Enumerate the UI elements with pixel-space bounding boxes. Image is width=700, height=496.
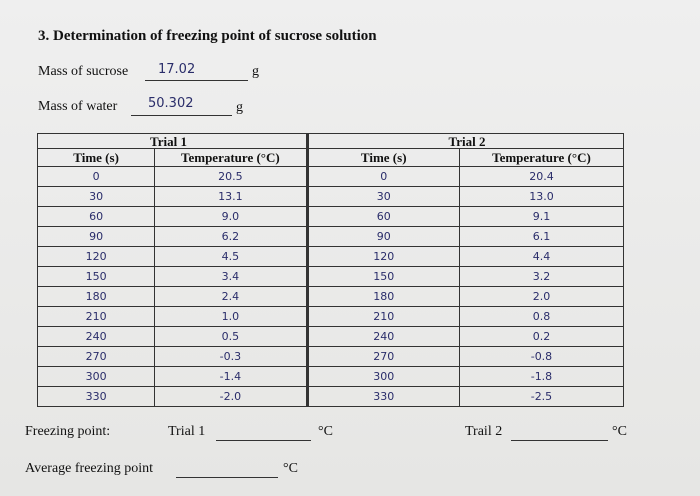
trial1-temp-cell: 3.4 bbox=[155, 267, 307, 287]
table-row bbox=[38, 187, 624, 207]
trial1-time-cell: 330 bbox=[38, 387, 155, 407]
trial2-temp-cell: 9.1 bbox=[459, 207, 623, 227]
trial2-temp-header: Temperature (°C) bbox=[459, 149, 623, 167]
trial1-temp-cell: 9.0 bbox=[155, 207, 307, 227]
trial2-time-cell: 0 bbox=[307, 167, 459, 187]
trial1-header: Trial 1 bbox=[38, 134, 308, 149]
mass-water-line bbox=[131, 115, 232, 116]
freezing-trial2-label: Trail 2 bbox=[465, 424, 503, 439]
trial1-temp-cell: 1.0 bbox=[155, 307, 307, 327]
trial1-temp-cell: 13.1 bbox=[155, 187, 307, 207]
trial2-time-cell: 300 bbox=[307, 367, 459, 387]
average-label: Average freezing point bbox=[25, 461, 154, 476]
trial1-temp-cell: 0.5 bbox=[155, 327, 307, 347]
trial2-time-header: Time (s) bbox=[307, 149, 459, 167]
mass-water-label: Mass of water bbox=[38, 99, 118, 114]
trial2-time-cell: 60 bbox=[307, 207, 459, 227]
trial2-temp-cell: 2.0 bbox=[459, 287, 623, 307]
trial2-temp-cell: -1.8 bbox=[459, 367, 623, 387]
mass-sucrose-label: Mass of sucrose bbox=[38, 64, 129, 79]
trial2-time-cell: 240 bbox=[307, 327, 459, 347]
data-table bbox=[37, 133, 624, 407]
table-row bbox=[38, 207, 624, 227]
mass-water-value: 50.302 bbox=[148, 96, 194, 111]
trial2-header: Trial 2 bbox=[307, 134, 623, 149]
trial2-temp-cell: 0.8 bbox=[459, 307, 623, 327]
freezing-trial2-unit: °C bbox=[612, 424, 627, 439]
table-row bbox=[38, 327, 624, 347]
table-row bbox=[38, 247, 624, 267]
trial1-temp-cell: 20.5 bbox=[155, 167, 307, 187]
trial1-time-cell: 90 bbox=[38, 227, 155, 247]
trial1-time-cell: 30 bbox=[38, 187, 155, 207]
mass-sucrose-unit: g bbox=[252, 64, 259, 79]
table-row bbox=[38, 227, 624, 247]
trial2-temp-cell: 20.4 bbox=[459, 167, 623, 187]
trial2-temp-cell: 0.2 bbox=[459, 327, 623, 347]
trial1-temp-cell: 2.4 bbox=[155, 287, 307, 307]
section-title: 3. Determination of freezing point of sucrose solution bbox=[38, 28, 377, 44]
trial2-temp-cell: 6.1 bbox=[459, 227, 623, 247]
freezing-trial2-line bbox=[511, 440, 608, 441]
trial1-temp-cell: -0.3 bbox=[155, 347, 307, 367]
trial1-time-cell: 0 bbox=[38, 167, 155, 187]
trial2-temp-cell: -2.5 bbox=[459, 387, 623, 407]
trial1-time-header: Time (s) bbox=[38, 149, 155, 167]
trial1-time-cell: 210 bbox=[38, 307, 155, 327]
trial1-temp-cell: -1.4 bbox=[155, 367, 307, 387]
freezing-trial1-unit: °C bbox=[318, 424, 333, 439]
freezing-point-label: Freezing point: bbox=[25, 424, 111, 439]
trial1-time-cell: 150 bbox=[38, 267, 155, 287]
trial1-time-cell: 270 bbox=[38, 347, 155, 367]
table-row bbox=[38, 267, 624, 287]
mass-sucrose-value: 17.02 bbox=[158, 62, 196, 77]
trial1-time-cell: 180 bbox=[38, 287, 155, 307]
freezing-trial1-line bbox=[216, 440, 311, 441]
trial2-temp-cell: 3.2 bbox=[459, 267, 623, 287]
trial1-temp-cell: 6.2 bbox=[155, 227, 307, 247]
trial1-temp-cell: -2.0 bbox=[155, 387, 307, 407]
trial2-temp-cell: -0.8 bbox=[459, 347, 623, 367]
mass-water-unit: g bbox=[236, 100, 243, 115]
mass-sucrose-line bbox=[145, 80, 248, 81]
trial1-temp-header: Temperature (°C) bbox=[155, 149, 307, 167]
trial1-time-cell: 240 bbox=[38, 327, 155, 347]
trial1-time-cell: 120 bbox=[38, 247, 155, 267]
table-row bbox=[38, 287, 624, 307]
table-row bbox=[38, 367, 624, 387]
table-row bbox=[38, 387, 624, 407]
trial1-time-cell: 60 bbox=[38, 207, 155, 227]
average-line bbox=[176, 477, 278, 478]
trial2-time-cell: 90 bbox=[307, 227, 459, 247]
table-row bbox=[38, 347, 624, 367]
trial2-time-cell: 120 bbox=[307, 247, 459, 267]
trial2-time-cell: 210 bbox=[307, 307, 459, 327]
trial2-time-cell: 30 bbox=[307, 187, 459, 207]
table-row bbox=[38, 307, 624, 327]
freezing-trial1-label: Trial 1 bbox=[168, 424, 206, 439]
trial2-time-cell: 330 bbox=[307, 387, 459, 407]
table-row bbox=[38, 167, 624, 187]
trial2-time-cell: 150 bbox=[307, 267, 459, 287]
trial1-temp-cell: 4.5 bbox=[155, 247, 307, 267]
trial2-time-cell: 180 bbox=[307, 287, 459, 307]
average-unit: °C bbox=[283, 461, 298, 476]
trial2-time-cell: 270 bbox=[307, 347, 459, 367]
trial2-temp-cell: 13.0 bbox=[459, 187, 623, 207]
trial1-time-cell: 300 bbox=[38, 367, 155, 387]
trial2-temp-cell: 4.4 bbox=[459, 247, 623, 267]
